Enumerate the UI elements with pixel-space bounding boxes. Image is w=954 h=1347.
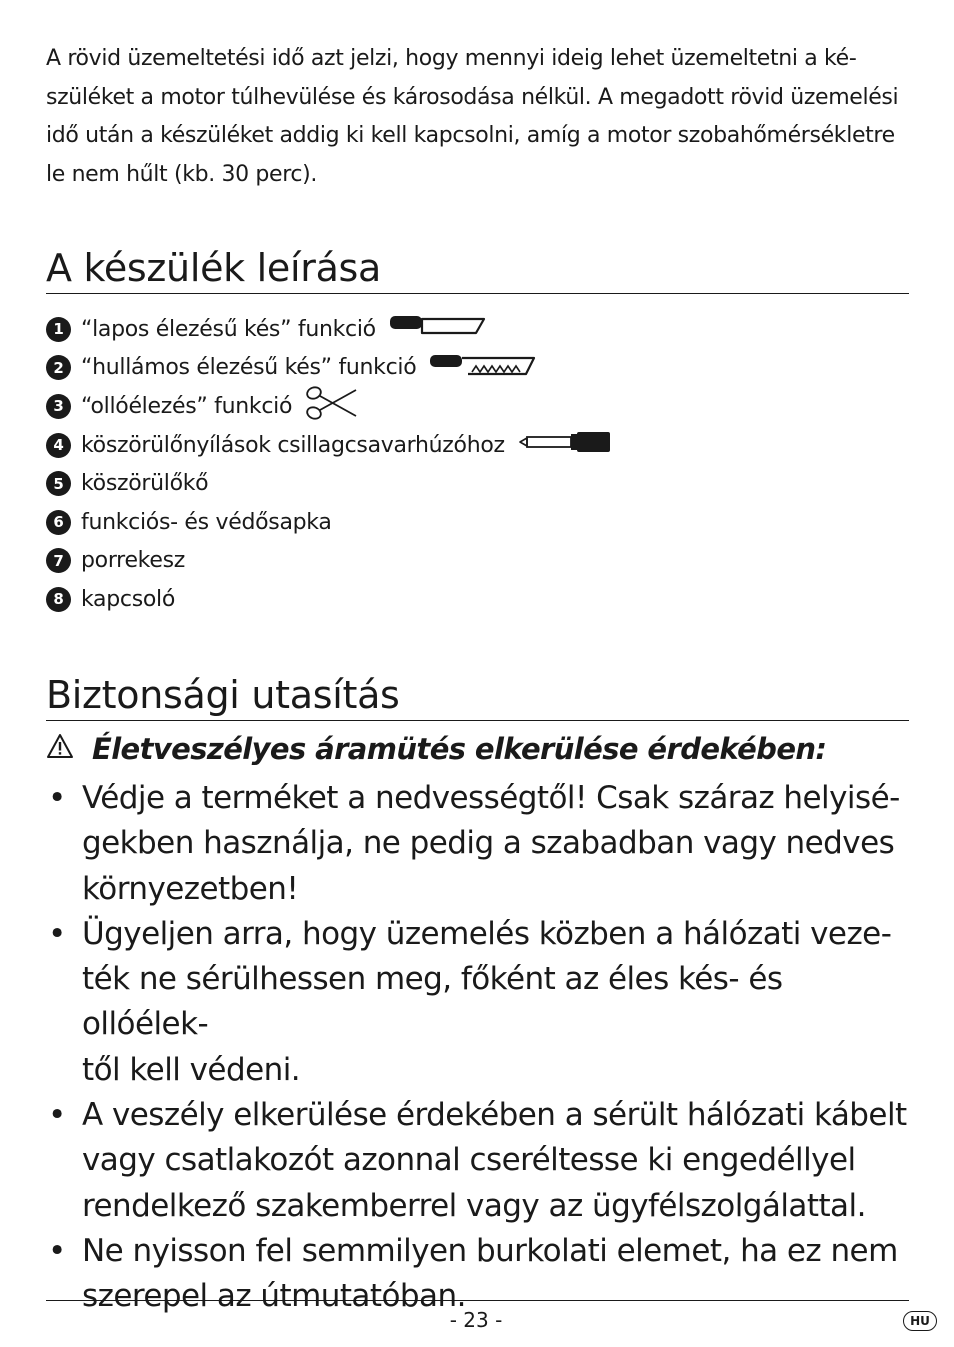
page-number: - 23 - [449, 1308, 503, 1332]
warning-line [46, 732, 826, 766]
safety-instructions-heading: Biztonsági utasítás [46, 672, 909, 721]
part-label: köszörülőnyílások csillagcsavarhúzóhoz [81, 432, 505, 458]
part-label: “hullámos élezésű kés” funkció [81, 355, 417, 381]
intro-line: A rövid üzemeltetési idő azt jelzi, hogy mennyi ideig lehet üzemeltetni a ké- [46, 46, 857, 71]
bullet-line: Védje a terméket a nedvességtől! Csak száraz helyisé- [82, 780, 900, 816]
part-item [46, 542, 613, 581]
intro-line: le nem hűlt (kb. 30 perc). [46, 161, 318, 187]
safety-bullet [46, 776, 909, 912]
bullet-line: gekben használja, ne pedig a szabadban vagy nedves [82, 825, 895, 862]
scissors-icon [304, 385, 360, 427]
warning-text: Életveszélyes áramütés elkerülése érdekében: [92, 732, 827, 766]
bullet-line: Ne nyisson fel semmilyen burkolati elemet, ha ez nem [82, 1232, 898, 1269]
part-item [46, 310, 613, 349]
footer-divider [46, 1300, 909, 1301]
part-label: “ollóélezés” funkció [81, 393, 293, 419]
part-number-badge: 3 [46, 394, 71, 419]
bullet-line: A veszély elkerülése érdekében a sérült hálózati kábelt [82, 1097, 907, 1134]
manual-page [46, 0, 930, 1347]
intro-line: szüléket a motor túlhevülése és károsodása nélkül. A megadott rövid üzemelési [46, 84, 899, 110]
parts-list [46, 310, 613, 619]
part-label: “lapos élezésű kés” funkció [81, 316, 376, 342]
bullet-line: ték ne sérülhessen meg, főként az éles kés- és ollóélek- [82, 961, 783, 1043]
intro-line: idő után a készüléket addig ki kell kapcsolni, amíg a motor szobahőmérsékletre [46, 123, 895, 148]
intro-paragraph [46, 40, 909, 194]
part-number-badge: 7 [46, 548, 71, 573]
safety-bullet-list [46, 776, 909, 1320]
bullet-line: rendelkező szakemberrel vagy az ügyfélszolgálattal. [82, 1187, 866, 1224]
device-description-heading: A készülék leírása [46, 245, 909, 294]
part-label: porrekesz [81, 548, 185, 574]
language-badge: HU [903, 1311, 937, 1331]
screwdriver-icon [517, 429, 613, 461]
bullet-line: vagy csatlakozót azonnal cseréltesse ki engedéllyel [82, 1142, 856, 1179]
safety-bullet [46, 1093, 909, 1229]
warning-triangle-icon [46, 732, 74, 766]
part-number-badge: 6 [46, 510, 71, 535]
part-number-badge: 2 [46, 355, 71, 380]
part-label: funkciós- és védősapka [81, 509, 332, 535]
part-number-badge: 5 [46, 471, 71, 496]
part-item [46, 464, 613, 503]
part-number-badge: 4 [46, 433, 71, 458]
bullet-line: Ügyeljen arra, hogy üzemelés közben a hálózati veze- [82, 915, 892, 952]
part-item [46, 387, 613, 426]
part-item [46, 503, 613, 542]
bullet-line: szerepel az útmutatóban. [82, 1278, 466, 1315]
bullet-line: től kell védeni. [82, 1051, 301, 1088]
serrated-knife-icon [428, 352, 538, 384]
part-number-badge: 1 [46, 317, 71, 342]
part-item [46, 580, 613, 619]
part-number-badge: 8 [46, 587, 71, 612]
safety-bullet [46, 912, 909, 1093]
flat-knife-icon [388, 313, 488, 345]
safety-bullet [46, 1229, 909, 1320]
part-label: kapcsoló [81, 586, 175, 612]
bullet-line: környezetben! [82, 870, 299, 907]
part-item [46, 349, 613, 388]
part-label: köszörülőkő [81, 471, 209, 497]
part-item [46, 426, 613, 465]
